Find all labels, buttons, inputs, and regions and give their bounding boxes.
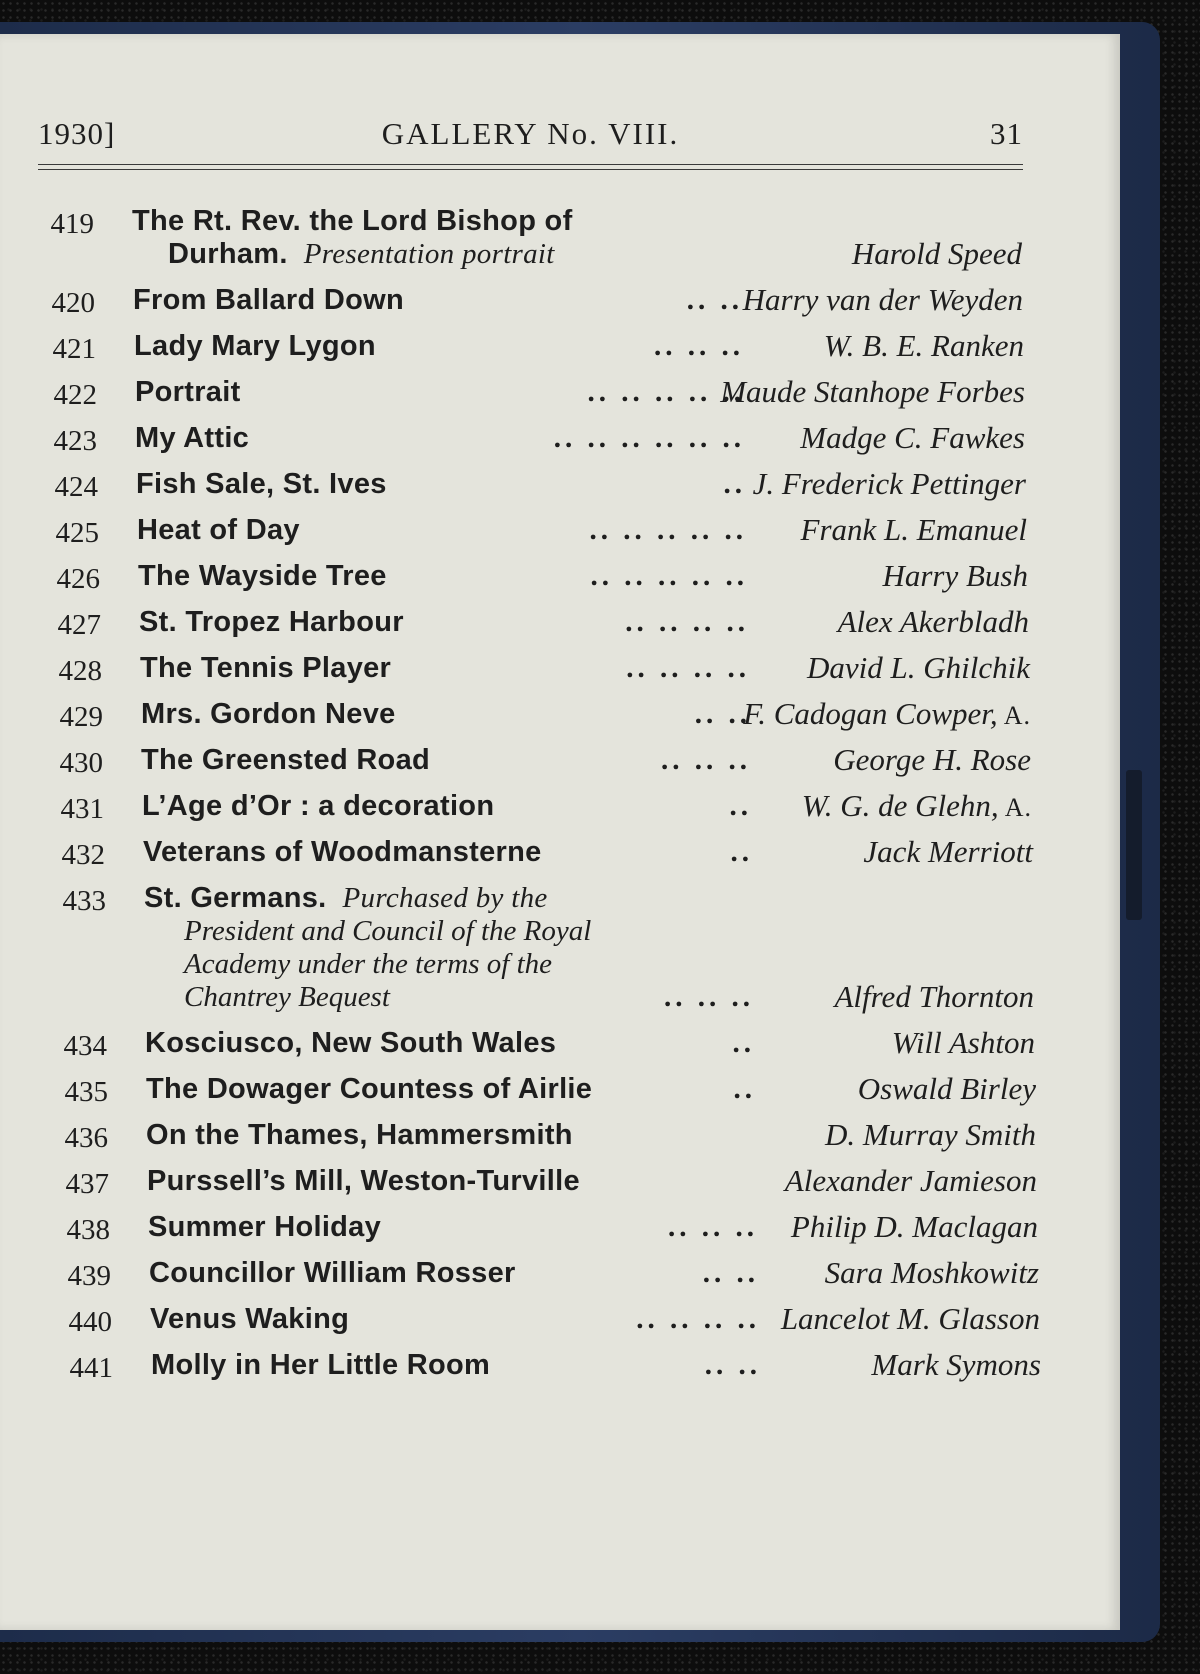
entry-title: Venus Waking [150,1303,350,1335]
gallery-title: GALLERY No. VIII. [381,116,680,151]
entry-title: On the Thames, Hammersmith [146,1119,573,1151]
artist-name-text: Oswald Birley [857,1071,1036,1106]
artist-name [833,743,1031,777]
entry-number: 440 [68,1306,112,1338]
entry-note: Presentation portrait [303,238,555,270]
artist-name [802,789,1032,825]
entry-line [0,651,1120,685]
entry-title: The Greensted Road [141,744,431,776]
entry-note: Purchased by the [342,882,548,914]
artist-name-text: Alfred Thornton [834,979,1034,1014]
entry-line [0,559,1120,593]
entry-title: Mrs. Gordon Neve [141,698,396,730]
artist-name [834,980,1034,1014]
artist-name [785,1164,1037,1198]
artist-name-text: W. G. de Glehn, [801,788,999,823]
associate-suffix: A. [998,793,1032,822]
leader-dots: .. .. .. .. [626,652,750,684]
leader-dots: .. .. [704,1349,761,1381]
entry-title: The Dowager Countess of Airlie [146,1073,593,1105]
leader-dots: .. [723,468,746,500]
artist-name [871,1348,1041,1382]
artist-name-text: Frank L. Emanuel [800,512,1027,547]
leader-dots: .. .. [694,698,751,730]
artist-name [807,651,1030,685]
artist-name [753,467,1026,501]
book-clasp [1126,770,1142,920]
entry-title: Purssell’s Mill, Weston-Turville [147,1165,580,1197]
entry-line [0,914,1120,948]
entry-title: Fish Sale, St. Ives [136,468,387,500]
leader-dots: .. .. .. [661,744,751,776]
leader-dots: .. [730,836,753,868]
entry-number: 436 [64,1122,108,1154]
artist-name [801,513,1027,547]
entry-line [0,1210,1120,1244]
entry-title: Councillor William Rosser [149,1257,516,1289]
artist-name [892,1026,1035,1060]
entry-number: 421 [52,333,96,365]
entry-title: St. Germans. Purchased by the [144,882,548,914]
artist-name [825,1118,1036,1152]
entry-number: 438 [66,1214,110,1246]
entry-title-continued: Durham. Presentation portrait [168,238,555,270]
running-header [38,116,1023,166]
entry-line [0,1302,1120,1336]
entry-line [0,743,1120,777]
artist-name-text: Will Ashton [891,1025,1035,1060]
entry-line [0,1256,1120,1290]
entry-title: Kosciusco, New South Wales [145,1027,557,1059]
entry-number: 429 [59,701,103,733]
entry-title: Veterans of Woodmansterne [143,836,542,868]
entry-number: 423 [53,425,97,457]
entry-title: Heat of Day [137,514,300,546]
artist-name [781,1302,1040,1336]
leader-dots: .. .. .. .. .. [590,560,748,592]
entry-line [0,881,1120,915]
leader-dots: .. .. .. .. [636,1303,760,1335]
artist-name-text: Alexander Jamieson [784,1163,1037,1198]
entry-number: 428 [58,655,102,687]
artist-name-text: Harold Speed [851,236,1022,271]
entry-line [0,1118,1120,1152]
entry-title: The Rt. Rev. the Lord Bishop of [132,205,573,237]
page-number: 31 [990,116,1023,151]
artist-name-text: Harry van der Weyden [742,282,1023,317]
artist-name [852,237,1022,271]
entry-number: 439 [67,1260,111,1292]
header-rule [38,164,1023,170]
entry-title: St. Tropez Harbour [139,606,404,638]
artist-name [858,1072,1036,1106]
leader-dots: .. [733,1073,756,1105]
entry-number: 425 [55,517,99,549]
artist-name-text: Harry Bush [882,558,1028,593]
artist-name [824,329,1024,363]
entry-number: 441 [69,1352,113,1384]
entry-number: 431 [60,793,104,825]
artist-name-text: J. Frederick Pettinger [752,466,1026,501]
associate-suffix: A. [997,701,1031,730]
entry-line [0,513,1120,547]
artist-name-text: W. B. E. Ranken [823,328,1024,363]
artist-name-text: Sara Moshkowitz [824,1255,1039,1290]
entry-note-line: President and Council of the Royal [184,915,592,947]
artist-name-text: David L. Ghilchik [807,650,1030,685]
entry-title: Lady Mary Lygon [134,330,376,362]
artist-name [863,835,1033,869]
leader-dots: .. [729,790,752,822]
leader-dots: .. .. [702,1257,759,1289]
entry-line [0,1072,1120,1106]
leader-dots: .. .. .. [654,330,744,362]
artist-name-text: Madge C. Fawkes [800,420,1025,455]
entry-note-line: Chantrey Bequest [184,981,390,1013]
artist-name [743,283,1023,317]
entry-number: 419 [50,208,94,240]
entry-line [0,329,1120,363]
leader-dots: .. .. .. .. [625,606,749,638]
artist-name [743,697,1031,733]
artist-name-text: Mark Symons [871,1347,1041,1382]
entry-line [0,980,1120,1014]
leader-dots: .. .. .. .. .. .. [553,422,745,454]
entry-title: L’Age d’Or : a decoration [142,790,495,822]
leader-dots: .. [732,1027,755,1059]
entry-line [0,283,1120,317]
artist-name [882,559,1028,593]
entry-number: 426 [56,563,100,595]
catalogue-page [0,34,1120,1630]
entry-line [0,697,1120,731]
artist-name [838,605,1029,639]
header-year: 1930] [38,116,116,151]
artist-name [791,1210,1038,1244]
entry-line [0,421,1120,455]
entry-number: 437 [65,1168,109,1200]
entry-number: 433 [62,885,106,917]
entry-title: Molly in Her Little Room [151,1349,491,1381]
leader-dots: .. .. .. [664,981,754,1013]
entry-line [0,467,1120,501]
entry-number: 424 [54,471,98,503]
entry-line [0,204,1120,238]
entry-number: 427 [57,609,101,641]
artist-name-text: Lancelot M. Glasson [780,1301,1040,1336]
entry-title: My Attic [135,422,250,454]
entry-line [0,789,1120,823]
entry-number: 422 [53,379,97,411]
entry-title: From Ballard Down [133,284,404,316]
leader-dots: .. .. .. .. .. [587,376,745,408]
entry-line [0,1348,1120,1382]
entry-line [0,835,1120,869]
leader-dots: .. .. [686,284,743,316]
artist-name-text: Alex Akerbladh [837,604,1029,639]
artist-name-text: Philip D. Maclagan [790,1209,1038,1244]
entry-line [0,947,1120,981]
entry-number: 435 [64,1076,108,1108]
artist-name [720,375,1025,409]
entry-number: 434 [63,1030,107,1062]
artist-name-text: Jack Merriott [863,834,1033,869]
artist-name [825,1256,1039,1290]
entry-title: The Wayside Tree [138,560,387,592]
entry-number: 430 [59,747,103,779]
entry-line [0,375,1120,409]
entry-title: Portrait [135,376,241,408]
artist-name [800,421,1025,455]
leader-dots: .. .. .. [668,1211,758,1243]
entry-number: 432 [61,839,105,871]
entry-note-line: Academy under the terms of the [184,948,553,980]
artist-name-text: F. Cadogan Cowper, [743,696,998,731]
leader-dots: .. .. .. .. .. [589,514,747,546]
entry-number: 420 [51,287,95,319]
entry-line [0,1164,1120,1198]
artist-name-text: George H. Rose [833,742,1031,777]
artist-name-text: Maude Stanhope Forbes [720,374,1025,409]
entry-line [0,1026,1120,1060]
entry-line [0,237,1120,271]
artist-name-text: D. Murray Smith [825,1117,1036,1152]
entry-title: The Tennis Player [140,652,392,684]
entry-title: Summer Holiday [148,1211,382,1243]
entry-line [0,605,1120,639]
